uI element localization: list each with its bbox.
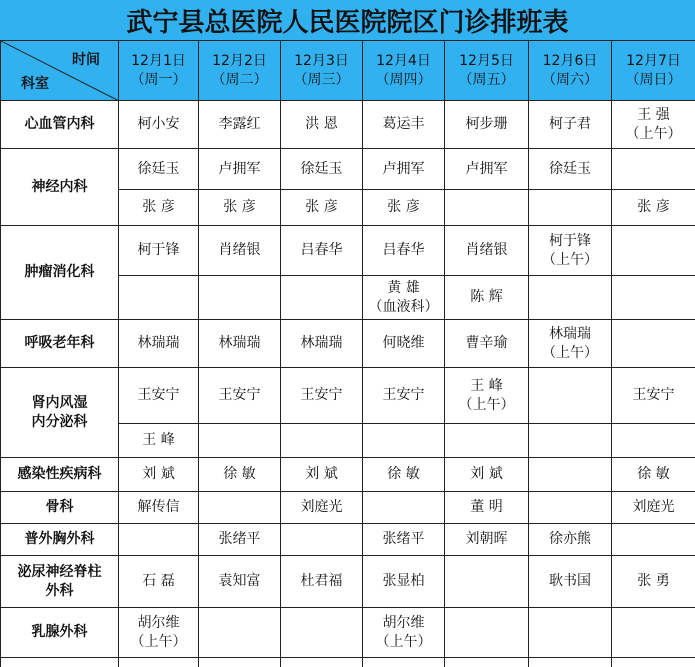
doctor-cell	[119, 368, 199, 424]
doctor-cell	[445, 368, 529, 424]
cell-line: 李露红	[218, 116, 261, 132]
header-row	[1, 41, 695, 101]
day-date: 12月1日	[131, 52, 186, 69]
cell-line: 张 勇	[637, 573, 670, 589]
table-row	[1, 149, 695, 190]
doctor-cell	[281, 608, 363, 658]
doctor-cell	[199, 524, 281, 556]
doctor-cell	[199, 368, 281, 424]
cell-line: 刘 斌	[142, 466, 175, 482]
cell-line: 感染性疾病科	[17, 466, 102, 482]
page-title: 武宁县总医院人民医院院区门诊排班表	[0, 0, 695, 41]
cell-line: 葛运丰	[382, 116, 425, 132]
day-header	[119, 41, 199, 101]
cell-line: 袁知富	[218, 573, 261, 589]
department-name	[1, 320, 119, 368]
doctor-cell	[119, 101, 199, 149]
doctor-cell	[612, 276, 695, 320]
cell-line: 刘 斌	[305, 466, 338, 482]
doctor-cell	[612, 226, 695, 276]
doctor-cell	[281, 658, 363, 667]
cell-line: 王安宁	[300, 387, 343, 403]
day-date: 12月7日	[626, 52, 681, 69]
doctor-cell	[363, 424, 445, 458]
doctor-cell	[445, 226, 529, 276]
cell-line: 柯于锋	[137, 242, 180, 258]
cell-line: 张 彦	[387, 199, 420, 215]
department-name	[1, 556, 119, 608]
doctor-cell	[529, 608, 612, 658]
department-name	[1, 524, 119, 556]
day-date: 12月5日	[459, 52, 514, 69]
cell-line: 洪 恩	[305, 116, 338, 132]
day-date: 12月3日	[294, 52, 349, 69]
doctor-cell	[612, 424, 695, 458]
doctor-cell	[363, 190, 445, 226]
cell-line: 肖绪银	[465, 242, 508, 258]
doctor-cell	[529, 190, 612, 226]
doctor-cell	[529, 458, 612, 492]
cell-line: 徐亦熊	[549, 531, 591, 547]
cell-line: （上午）	[375, 633, 432, 650]
cell-line: 神经内科	[31, 178, 88, 195]
cell-line: 林瑞瑞	[300, 335, 343, 351]
doctor-cell	[281, 424, 363, 458]
cell-line: 呼吸老年科	[24, 335, 95, 351]
cell-line: 张 彦	[142, 199, 175, 215]
doctor-cell	[445, 276, 529, 320]
doctor-cell	[612, 458, 695, 492]
doctor-cell	[612, 492, 695, 524]
doctor-cell	[363, 320, 445, 368]
doctor-cell	[612, 658, 695, 667]
doctor-cell	[612, 320, 695, 368]
cell-line: （上午）	[542, 344, 598, 361]
cell-line: 王 强	[637, 106, 670, 123]
cell-line: 柯于锋	[549, 232, 591, 249]
doctor-cell	[612, 556, 695, 608]
doctor-cell	[199, 226, 281, 276]
cell-line: 柯子君	[549, 116, 591, 132]
day-header	[281, 41, 363, 101]
doctor-cell	[445, 101, 529, 149]
table-row	[1, 492, 695, 524]
cell-line: 徐廷玉	[300, 160, 343, 177]
cell-line: 肿瘤消化科	[24, 264, 95, 280]
doctor-cell	[612, 190, 695, 226]
doctor-cell	[612, 524, 695, 556]
doctor-cell	[363, 226, 445, 276]
cell-line: （上午）	[130, 633, 187, 650]
doctor-cell	[281, 101, 363, 149]
day-weekday: （周日）	[625, 71, 682, 88]
doctor-cell	[199, 608, 281, 658]
day-header	[529, 41, 612, 101]
corner-header	[1, 41, 119, 101]
doctor-cell	[199, 492, 281, 524]
diagonal-divider	[1, 41, 119, 101]
cell-line: 卢拥军	[218, 160, 261, 177]
department-name	[1, 458, 119, 492]
cell-line: 徐 敏	[387, 466, 420, 482]
doctor-cell	[363, 458, 445, 492]
doctor-cell	[529, 368, 612, 424]
cell-line: （上午）	[542, 251, 598, 268]
doctor-cell	[363, 524, 445, 556]
table-row	[1, 226, 695, 276]
doctor-cell	[119, 658, 199, 667]
cell-line: 胡尔维	[137, 614, 180, 631]
cell-line: 张绪平	[218, 531, 261, 547]
doctor-cell	[199, 458, 281, 492]
dept-label: 科室	[21, 76, 49, 92]
day-weekday: （周二）	[211, 71, 268, 88]
cell-line: 杜君福	[300, 573, 343, 589]
doctor-cell	[612, 608, 695, 658]
day-header	[612, 41, 695, 101]
doctor-cell	[199, 149, 281, 190]
cell-line: 刘庭光	[632, 499, 675, 515]
day-weekday: （周五）	[458, 71, 515, 88]
time-label: 时间	[72, 52, 100, 68]
cell-line: 耿书国	[549, 573, 591, 589]
doctor-cell	[612, 101, 695, 149]
doctor-cell	[199, 320, 281, 368]
day-date: 12月4日	[376, 52, 431, 69]
cell-line: 吕春华	[300, 242, 343, 258]
cell-line: 泌尿神经脊柱	[17, 563, 102, 580]
cell-line: 普外胸外科	[24, 531, 95, 547]
doctor-cell	[529, 320, 612, 368]
doctor-cell	[281, 556, 363, 608]
doctor-cell	[529, 101, 612, 149]
day-date: 12月6日	[542, 52, 598, 69]
schedule-table	[0, 40, 695, 667]
doctor-cell	[445, 320, 529, 368]
doctor-cell	[529, 276, 612, 320]
cell-line: 黄 雄	[387, 279, 420, 296]
cell-line: 王 峰	[470, 377, 503, 394]
cell-line: 王 峰	[142, 432, 175, 448]
cell-line: 林瑞瑞	[549, 325, 591, 342]
doctor-cell	[281, 368, 363, 424]
cell-line: 石 磊	[142, 573, 175, 589]
table-row	[1, 608, 695, 658]
doctor-cell	[363, 658, 445, 667]
department-name	[1, 658, 119, 667]
day-weekday: （周六）	[542, 71, 598, 88]
doctor-cell	[363, 556, 445, 608]
cell-line: 董 明	[470, 499, 503, 515]
cell-line: 徐 敏	[637, 466, 670, 482]
doctor-cell	[363, 368, 445, 424]
doctor-cell	[529, 556, 612, 608]
cell-line: 张 彦	[637, 199, 670, 215]
doctor-cell	[119, 226, 199, 276]
doctor-cell	[445, 424, 529, 458]
doctor-cell	[119, 276, 199, 320]
department-name	[1, 101, 119, 149]
cell-line: 曹辛瑜	[465, 335, 508, 351]
cell-line: 解传信	[137, 499, 180, 515]
doctor-cell	[612, 368, 695, 424]
doctor-cell	[529, 149, 612, 190]
cell-line: 徐廷玉	[137, 160, 180, 177]
doctor-cell	[445, 190, 529, 226]
doctor-cell	[529, 658, 612, 667]
table-row	[1, 658, 695, 667]
doctor-cell	[199, 190, 281, 226]
cell-line: 王安宁	[382, 387, 425, 403]
doctor-cell	[363, 608, 445, 658]
doctor-cell	[445, 556, 529, 608]
table-row	[1, 320, 695, 368]
day-weekday: （周三）	[293, 71, 350, 88]
doctor-cell	[281, 492, 363, 524]
cell-line: 王安宁	[137, 387, 180, 403]
table-row	[1, 524, 695, 556]
doctor-cell	[363, 492, 445, 524]
doctor-cell	[612, 149, 695, 190]
cell-line: 刘庭光	[300, 499, 343, 515]
cell-line: 王安宁	[632, 387, 675, 403]
doctor-cell	[281, 190, 363, 226]
doctor-cell	[281, 458, 363, 492]
doctor-cell	[445, 458, 529, 492]
doctor-cell	[119, 458, 199, 492]
doctor-cell	[363, 101, 445, 149]
cell-line: 外科	[45, 582, 74, 599]
cell-line: 刘 斌	[470, 466, 503, 482]
cell-line: 内分泌科	[31, 413, 88, 430]
doctor-cell	[529, 524, 612, 556]
doctor-cell	[445, 608, 529, 658]
doctor-cell	[119, 424, 199, 458]
day-date: 12月2日	[212, 52, 267, 69]
cell-line: 张绪平	[382, 531, 425, 547]
doctor-cell	[445, 524, 529, 556]
department-name	[1, 226, 119, 320]
cell-line: 吕春华	[382, 242, 425, 258]
table-row	[1, 101, 695, 149]
cell-line: 张 彦	[305, 199, 338, 215]
doctor-cell	[281, 320, 363, 368]
doctor-cell	[199, 276, 281, 320]
cell-line: 骨科	[45, 499, 74, 515]
day-weekday: （周四）	[375, 71, 432, 88]
table-row	[1, 368, 695, 424]
cell-line: 陈 辉	[470, 289, 503, 305]
doctor-cell	[281, 226, 363, 276]
department-name	[1, 608, 119, 658]
doctor-cell	[281, 276, 363, 320]
doctor-cell	[199, 556, 281, 608]
department-name	[1, 492, 119, 524]
cell-line: （上午）	[458, 396, 515, 413]
cell-line: 张显柏	[382, 573, 425, 589]
cell-line: 徐廷玉	[549, 160, 591, 177]
doctor-cell	[529, 492, 612, 524]
day-header	[363, 41, 445, 101]
cell-line: 柯小安	[137, 116, 180, 132]
cell-line: （血液科）	[368, 298, 439, 315]
doctor-cell	[529, 226, 612, 276]
day-header	[199, 41, 281, 101]
cell-line: 张 彦	[223, 199, 256, 215]
doctor-cell	[445, 658, 529, 667]
cell-line: （上午）	[625, 125, 682, 142]
doctor-cell	[119, 149, 199, 190]
doctor-cell	[529, 424, 612, 458]
cell-line: 乳腺外科	[31, 624, 88, 640]
doctor-cell	[281, 524, 363, 556]
cell-line: 胡尔维	[382, 614, 425, 631]
doctor-cell	[445, 149, 529, 190]
cell-line: 卢拥军	[382, 160, 425, 177]
doctor-cell	[119, 608, 199, 658]
doctor-cell	[445, 492, 529, 524]
cell-line: 肾内风湿	[31, 394, 88, 411]
cell-line: 肖绪银	[218, 242, 261, 258]
cell-line: 徐 敏	[223, 466, 256, 482]
doctor-cell	[199, 101, 281, 149]
doctor-cell	[281, 149, 363, 190]
cell-line: 王安宁	[218, 387, 261, 403]
doctor-cell	[119, 556, 199, 608]
cell-line: 林瑞瑞	[137, 335, 180, 351]
department-name	[1, 149, 119, 226]
cell-line: 卢拥军	[465, 160, 508, 177]
cell-line: 柯步珊	[465, 116, 508, 132]
day-weekday: （周一）	[130, 71, 187, 88]
doctor-cell	[363, 276, 445, 320]
table-row	[1, 556, 695, 608]
cell-line: 刘朝晖	[465, 531, 508, 547]
doctor-cell	[119, 492, 199, 524]
day-header	[445, 41, 529, 101]
table-row	[1, 458, 695, 492]
doctor-cell	[119, 190, 199, 226]
doctor-cell	[119, 320, 199, 368]
cell-line: 何晓维	[382, 335, 425, 351]
doctor-cell	[363, 149, 445, 190]
cell-line: 心血管内科	[24, 116, 95, 132]
doctor-cell	[119, 524, 199, 556]
cell-line: 林瑞瑞	[218, 335, 261, 351]
department-name	[1, 368, 119, 458]
doctor-cell	[199, 658, 281, 667]
doctor-cell	[199, 424, 281, 458]
